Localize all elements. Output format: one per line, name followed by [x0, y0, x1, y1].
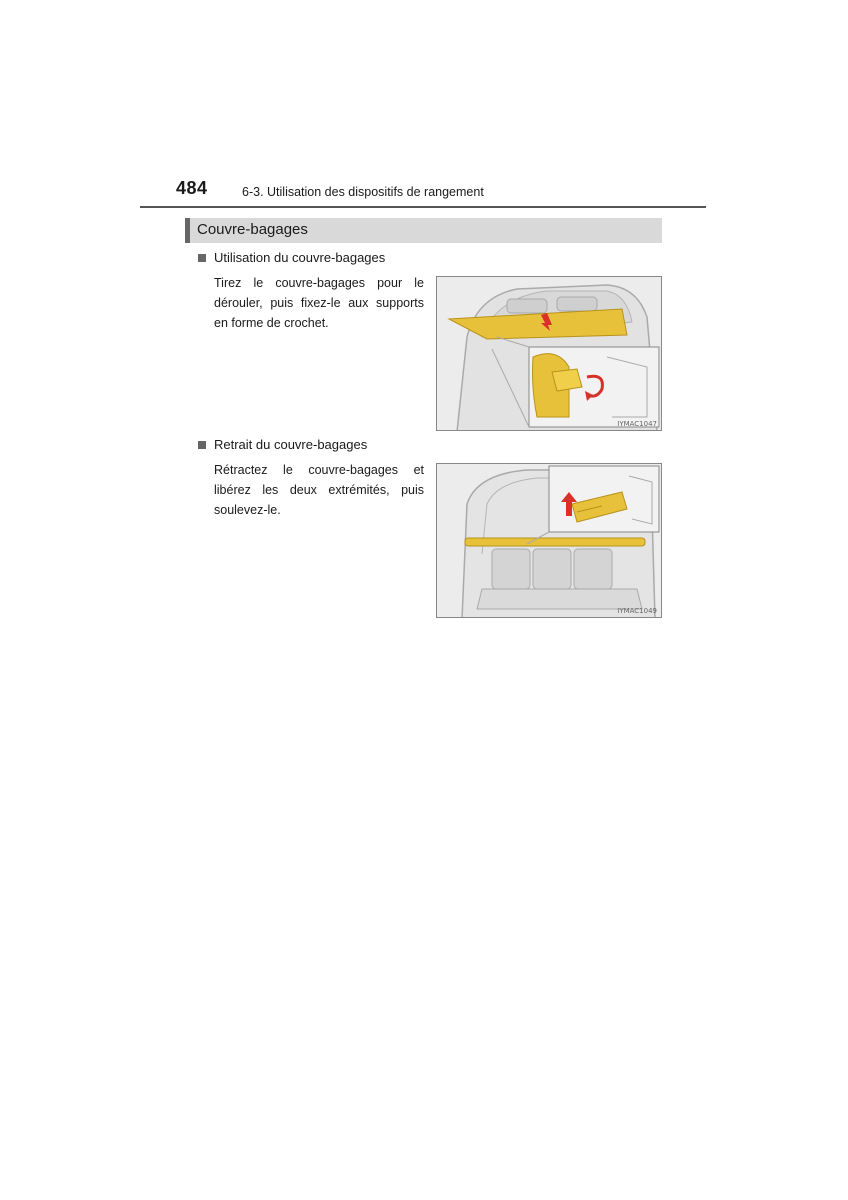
page-number: 484 — [176, 178, 208, 198]
body-text-removal: Rétractez le couvre-bagages et libérez les deux extrémités, puis soulevez-le. — [214, 463, 424, 517]
sub-heading-label: Retrait du couvre-bagages — [214, 437, 368, 452]
figure-cover-removal — [436, 463, 662, 618]
section-header — [185, 218, 662, 243]
sub-heading-label: Utilisation du couvre-bagages — [214, 250, 386, 265]
body-text-use: Tirez le couvre-bagages pour le dérouler, puis fixez-le aux supports en forme de crochet. — [214, 276, 424, 330]
section-title: Couvre-bagages — [197, 221, 308, 238]
illustration-cover-remove — [437, 464, 662, 618]
illustration-cover-pull — [437, 277, 662, 431]
chapter-title: 6-3. Utilisation des dispositifs de rangement — [242, 185, 484, 199]
figure-code: IYMAC1049 — [617, 607, 657, 615]
square-bullet-icon — [198, 441, 206, 449]
sub-heading-removal — [198, 437, 367, 452]
header-rule — [140, 206, 706, 208]
figure-code: IYMAC1047 — [617, 420, 657, 428]
figure-cover-use — [436, 276, 662, 431]
square-bullet-icon — [198, 254, 206, 262]
sub-heading-use — [198, 250, 385, 265]
